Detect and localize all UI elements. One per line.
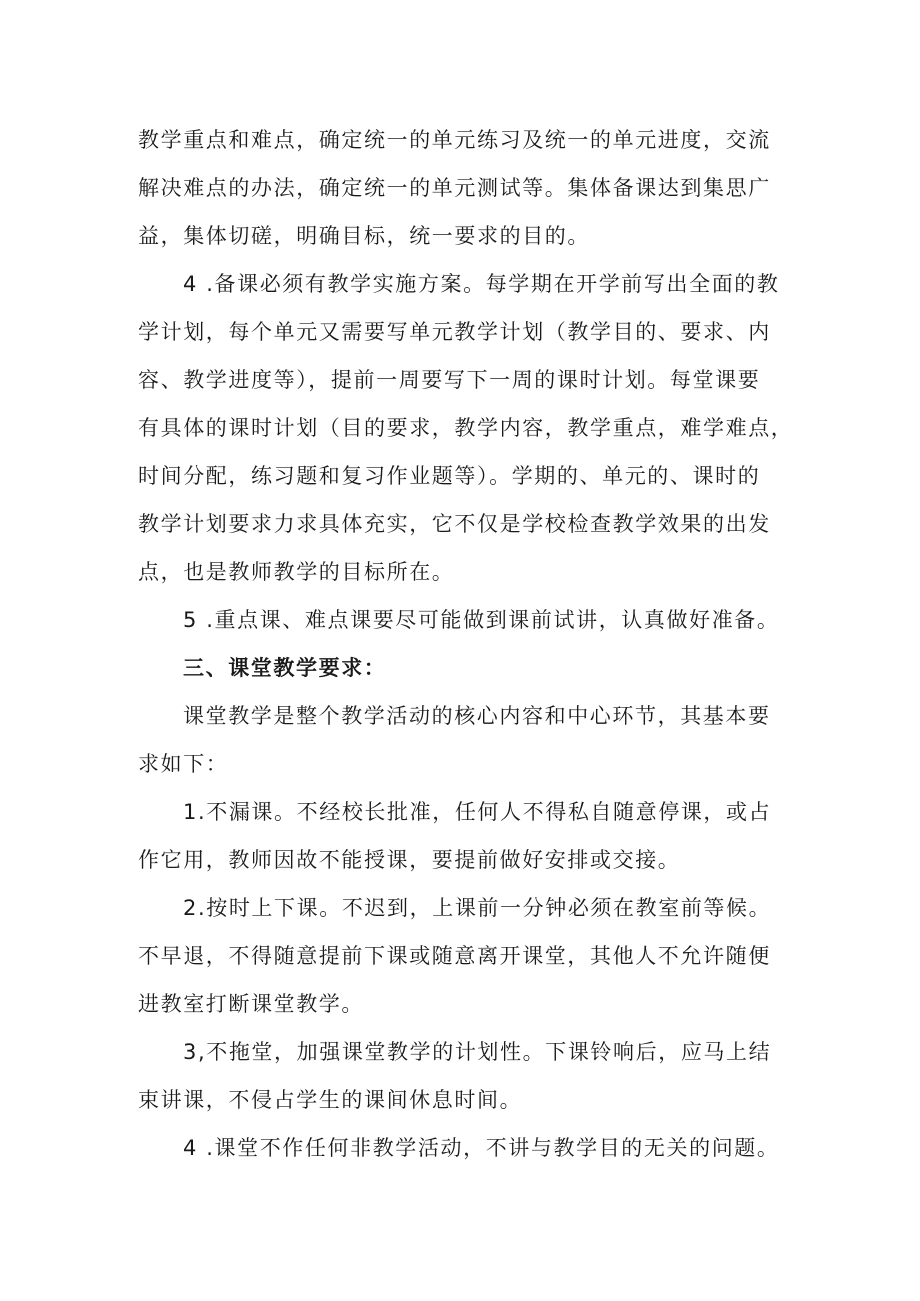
text-line: 3,不拖堂，加强课堂教学的计划性。下课铃响后，应马上结 — [183, 1040, 772, 1064]
text-line: 不早退，不得随意提前下课或随意离开课堂，其他人不允许随便 — [138, 944, 771, 968]
paragraph-classroom-intro — [138, 692, 792, 788]
text-line: 学计划，每个单元又需要写单元教学计划（教学目的、要求、内 — [138, 320, 771, 344]
paragraph-collective-lesson-prep — [138, 116, 792, 260]
text-line: 作它用，教师因故不能授课，要提前做好安排或交接。 — [138, 848, 681, 872]
text-line: 课堂教学是整个教学活动的核心内容和中心环节，其基本要 — [183, 704, 771, 728]
text-line: 束讲课，不侵占学生的课间休息时间。 — [138, 1088, 523, 1112]
text-line: 4 .课堂不作任何非教学活动，不讲与教学目的无关的问题。 — [183, 1136, 780, 1160]
paragraph-rule-3-no-overtime — [138, 1028, 792, 1124]
text-line: 求如下： — [138, 752, 229, 776]
text-line: 5 .重点课、难点课要尽可能做到课前试讲，认真做好准备。 — [183, 608, 780, 632]
section-heading: 三、课堂教学要求： — [183, 656, 387, 680]
text-line: 点，也是教师教学的目标所在。 — [138, 560, 455, 584]
text-line: 益，集体切磋，明确目标，统一要求的目的。 — [138, 224, 590, 248]
paragraph-rule-2-punctuality — [138, 884, 792, 1028]
text-line: 教学计划要求力求具体充实，它不仅是学校检查教学效果的出发 — [138, 512, 771, 536]
text-line: 容、教学进度等），提前一周要写下一周的课时计划。每堂课要 — [138, 368, 761, 392]
body-text — [138, 116, 792, 1172]
text-line: 1.不漏课。不经校长批准，任何人不得私自随意停课，或占 — [183, 800, 772, 824]
text-line: 进教室打断课堂教学。 — [138, 992, 364, 1016]
paragraph-item-4-teaching-plan — [138, 260, 792, 596]
text-line: 教学重点和难点，确定统一的单元练习及统一的单元进度，交流 — [138, 128, 771, 152]
paragraph-item-5-trial-lecture — [138, 596, 792, 644]
text-line: 解决难点的办法，确定统一的单元测试等。集体备课达到集思广 — [138, 176, 771, 200]
text-line: 2.按时上下课。不迟到，上课前一分钟必须在教室前等候。 — [183, 896, 772, 920]
section-heading-classroom-requirements — [138, 644, 792, 692]
text-line: 4 .备课必须有教学实施方案。每学期在开学前写出全面的教 — [183, 272, 780, 296]
text-line: 时间分配，练习题和复习作业题等）。学期的、单元的、课时的 — [138, 464, 761, 488]
paragraph-rule-4-no-unrelated-activity — [138, 1124, 792, 1172]
text-line: 有具体的课时计划（目的要求，教学内容，教学重点，难学难点， — [138, 416, 794, 440]
paragraph-rule-1-no-missed-class — [138, 788, 792, 884]
